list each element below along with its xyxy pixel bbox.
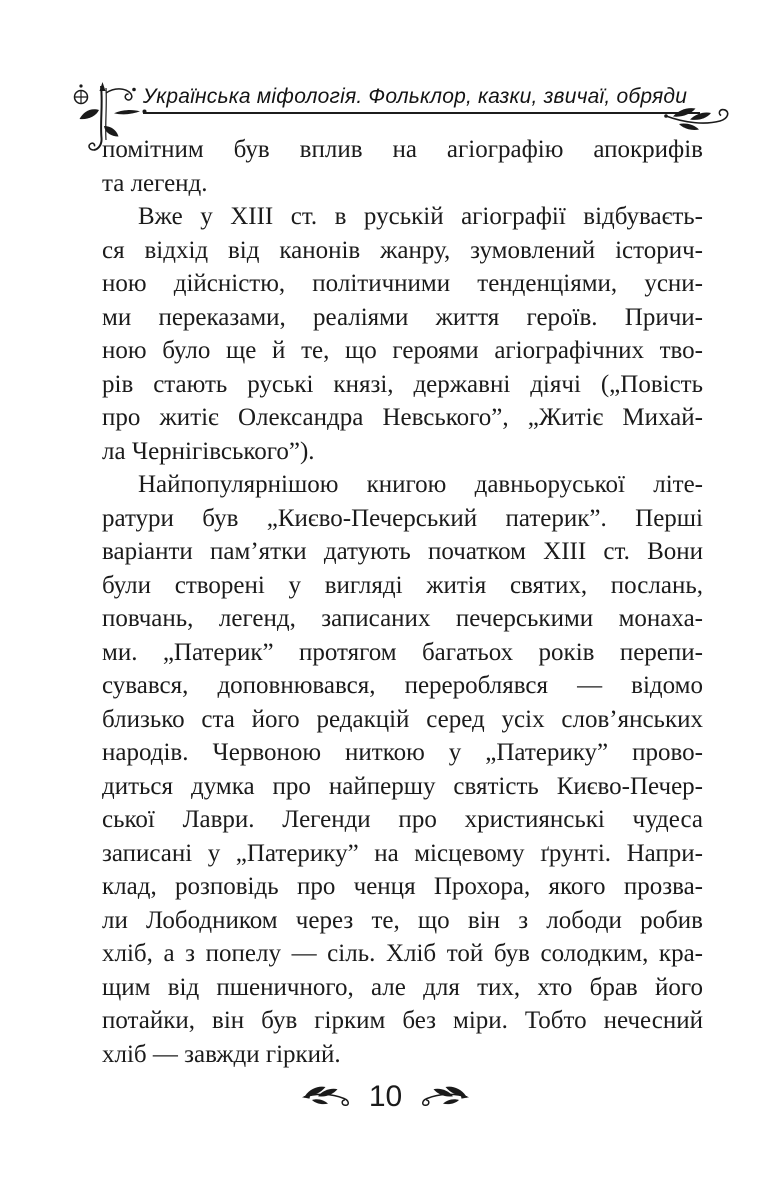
text-line: ся відхід від канонів жанру, зумовлений історич- — [102, 236, 703, 264]
text-line: рів стають руські князі, державні діячі („Повість — [102, 370, 703, 398]
text-line: ною було ще й те, що героями агіографічних тво- — [102, 337, 703, 364]
text-line: хліб — завжди гіркий. — [102, 1040, 341, 1068]
text-line: клад, розповідь про ченця Прохора, якого прозва- — [102, 873, 703, 900]
text-line: ли Лободником через те, що він з лободи робив — [102, 906, 703, 934]
text-line: близько ста його редакцій серед усіх слов’янських — [102, 705, 703, 733]
leaf-sprig-right-icon — [417, 1084, 469, 1110]
page-number: 10 — [368, 1080, 403, 1113]
text-line: ської Лаври. Легенди про християнські чудеса — [102, 806, 703, 833]
text-line: ною дійсністю, політичними тенденціями, усни- — [102, 270, 703, 297]
text-line: ратури був „Києво-Печерський патерик”. Перші — [102, 504, 703, 532]
paragraph — [102, 200, 703, 468]
text-line: та легенд. — [102, 169, 208, 197]
text-line: записані у „Патерику” на місцевому ґрунті. Напри- — [102, 839, 703, 867]
text-line: потайки, він був гірким без міри. Тобто нечесний — [102, 1007, 703, 1034]
text-line: ла Чернігівського”). — [102, 437, 315, 465]
text-line: хліб, а з попелу — сіль. Хліб той був солодким, кра- — [102, 940, 703, 967]
text-line: щим від пшеничного, але для тих, хто брав його — [102, 973, 703, 1001]
text-line: народів. Червоною ниткою у „Патерику” прово- — [102, 739, 703, 766]
text-line: Вже у XIII ст. в руській агіографії відбуваєть- — [138, 203, 703, 230]
leaf-sprig-left-icon — [302, 1084, 354, 1110]
text-line: були створені у вигляді житія святих, послань, — [102, 571, 703, 599]
header-rule — [143, 112, 700, 114]
text-line: Найпопулярнішою книгою давньоруської літе- — [138, 471, 703, 498]
text-line: про житіє Олександра Невського”, „Житіє Михай- — [102, 404, 703, 431]
text-line: ми переказами, реаліями життя героїв. Причи- — [102, 303, 703, 331]
paragraph — [102, 468, 703, 1071]
text-line: сувався, доповнювався, перероблявся — відомо — [102, 672, 703, 699]
page-footer — [0, 1082, 771, 1112]
text-line: варіанти пам’ятки датують початком XIII ст. Вони — [102, 538, 703, 565]
text-line: ми. „Патерик” протягом багатьох років перепи- — [102, 638, 703, 666]
text-line: помітним був вплив на агіографію апокрифів — [102, 136, 703, 163]
body-text — [102, 133, 703, 1071]
text-line: диться думка про найпершу святість Києво-Печер- — [102, 772, 703, 800]
text-line: повчань, легенд, записаних печерськими монаха- — [102, 605, 703, 632]
running-head: Українська міфологія. Фольклор, казки, звичаї, обряди — [142, 85, 688, 108]
paragraph — [102, 133, 703, 200]
